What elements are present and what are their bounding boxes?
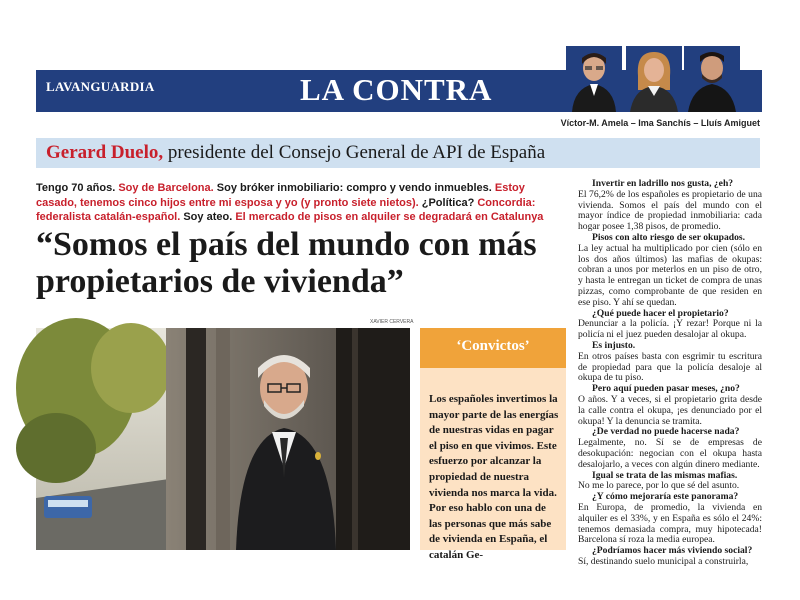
question: Es injusto. (592, 339, 636, 351)
intro-market: El mercado de pisos en alquiler se degradará en Catalunya (235, 211, 544, 223)
author-portrait-3 (684, 46, 740, 112)
answer: O años. Y a veces, si el propietario grita desde la calle contra el okupa, ¡es denunciado por el okupa! Y la denuncia se tramita. (578, 393, 762, 427)
section-title: LA CONTRA (300, 72, 493, 107)
intro-job: Soy bróker inmobiliario: compro y vendo inmuebles. (216, 182, 492, 194)
answer: Denunciar a la policía. ¡Y rezar! Porque ni la policía ni el juez pueden desalojar al okupa. (578, 318, 762, 341)
question: Pisos con alto riesgo de ser okupados. (592, 231, 746, 243)
author-portrait-2 (626, 46, 682, 112)
interviewee-name: Gerard Duelo, (46, 142, 164, 163)
sidebar-text: Los españoles invertimos la mayor parte de las energías de nuestras vidas en pagar el piso en que vivimos. Este esfuerzo por alcanzar la propiedad de nuestra vivienda nos marca la vida. Por eso hablo con una de las personas que más sabe de vivienda en España, el catalán Ge- (429, 393, 559, 561)
answer: En Europa, de promedio, la vivienda en alquiler es el 33%, y en España es sólo el 24%: tenemos demasiada compra, muy hipotecada! Barcelona sí roza la media europea. (578, 501, 762, 546)
sidebar-title: ‘Convictos’ (456, 338, 530, 354)
question: Invertir en ladrillo nos gusta, ¿eh? (592, 178, 734, 189)
interview-column (578, 178, 762, 567)
intro-politics-a: Concordia: federalista catalán-español. (36, 196, 536, 223)
photo-credit: XAVIER CERVERA (370, 319, 414, 325)
intro-origin: Soy de Barcelona. (118, 182, 214, 194)
question: ¿Qué puede hacer el propietario? (592, 307, 729, 319)
answer: No me lo parece, por lo que sé del asunto. (578, 480, 740, 492)
answer: El 76,2% de los españoles es propietario de una vivienda. Somos el país del mundo con el mayor índice de propiedad inmobiliaria: cada hogar posee 1,38 pisos, de promedio. (578, 188, 762, 233)
answer: Legalmente, no. Sí se de empresas de desokupación: negocian con el okupa hasta desalojarlo, a veces con algún dinero mediante. (578, 437, 762, 470)
interviewee-role: presidente del Consejo General de API de España (167, 142, 546, 163)
answer: Sí, destinando suelo municipal a construirla, (578, 555, 749, 567)
intro-religion: Soy ateo. (183, 211, 233, 223)
answer: La ley actual ha multiplicado por cien (sólo en los dos años últimos) las mafias de okupas: cobran a unos por meterlos en un piso de otro, y hasta le entregan un ticket de compra de unas pizzas, como comprobante de que residen en ese piso. Y ahí se quedan. (578, 242, 762, 308)
question: ¿Podríamos hacer más viviendo social? (592, 545, 753, 557)
intro-age: Tengo 70 años. (36, 182, 116, 194)
answer: En otros países basta con esgrimir tu escritura de propiedad para que la policía desaloje al okupa de tu piso. (578, 350, 762, 384)
interviewee-title (46, 142, 545, 164)
question: Pero aquí pueden pasar meses, ¿no? (592, 383, 740, 395)
question: ¿Y cómo mejoraría este panorama? (592, 491, 739, 503)
question: ¿De verdad no puede hacerse nada? (592, 426, 740, 438)
interview-photo (36, 328, 410, 550)
brand-logo: LAVANGUARDIA (46, 79, 155, 94)
author-portrait-1 (566, 46, 622, 112)
headline: “Somos el país del mundo con más propietarios de vivienda” (36, 226, 537, 300)
intro-family: Estoy casado, tenemos cinco hijos entre mi esposa y yo (y pronto siete nietos). (36, 182, 525, 209)
intro-paragraph (36, 181, 556, 225)
intro-politics-q: ¿Política? (421, 196, 475, 209)
question: Igual se trata de las mismas mafias. (592, 469, 738, 481)
authors-byline: Víctor-M. Amela – Ima Sanchís – Lluís Amiguet (560, 118, 760, 128)
